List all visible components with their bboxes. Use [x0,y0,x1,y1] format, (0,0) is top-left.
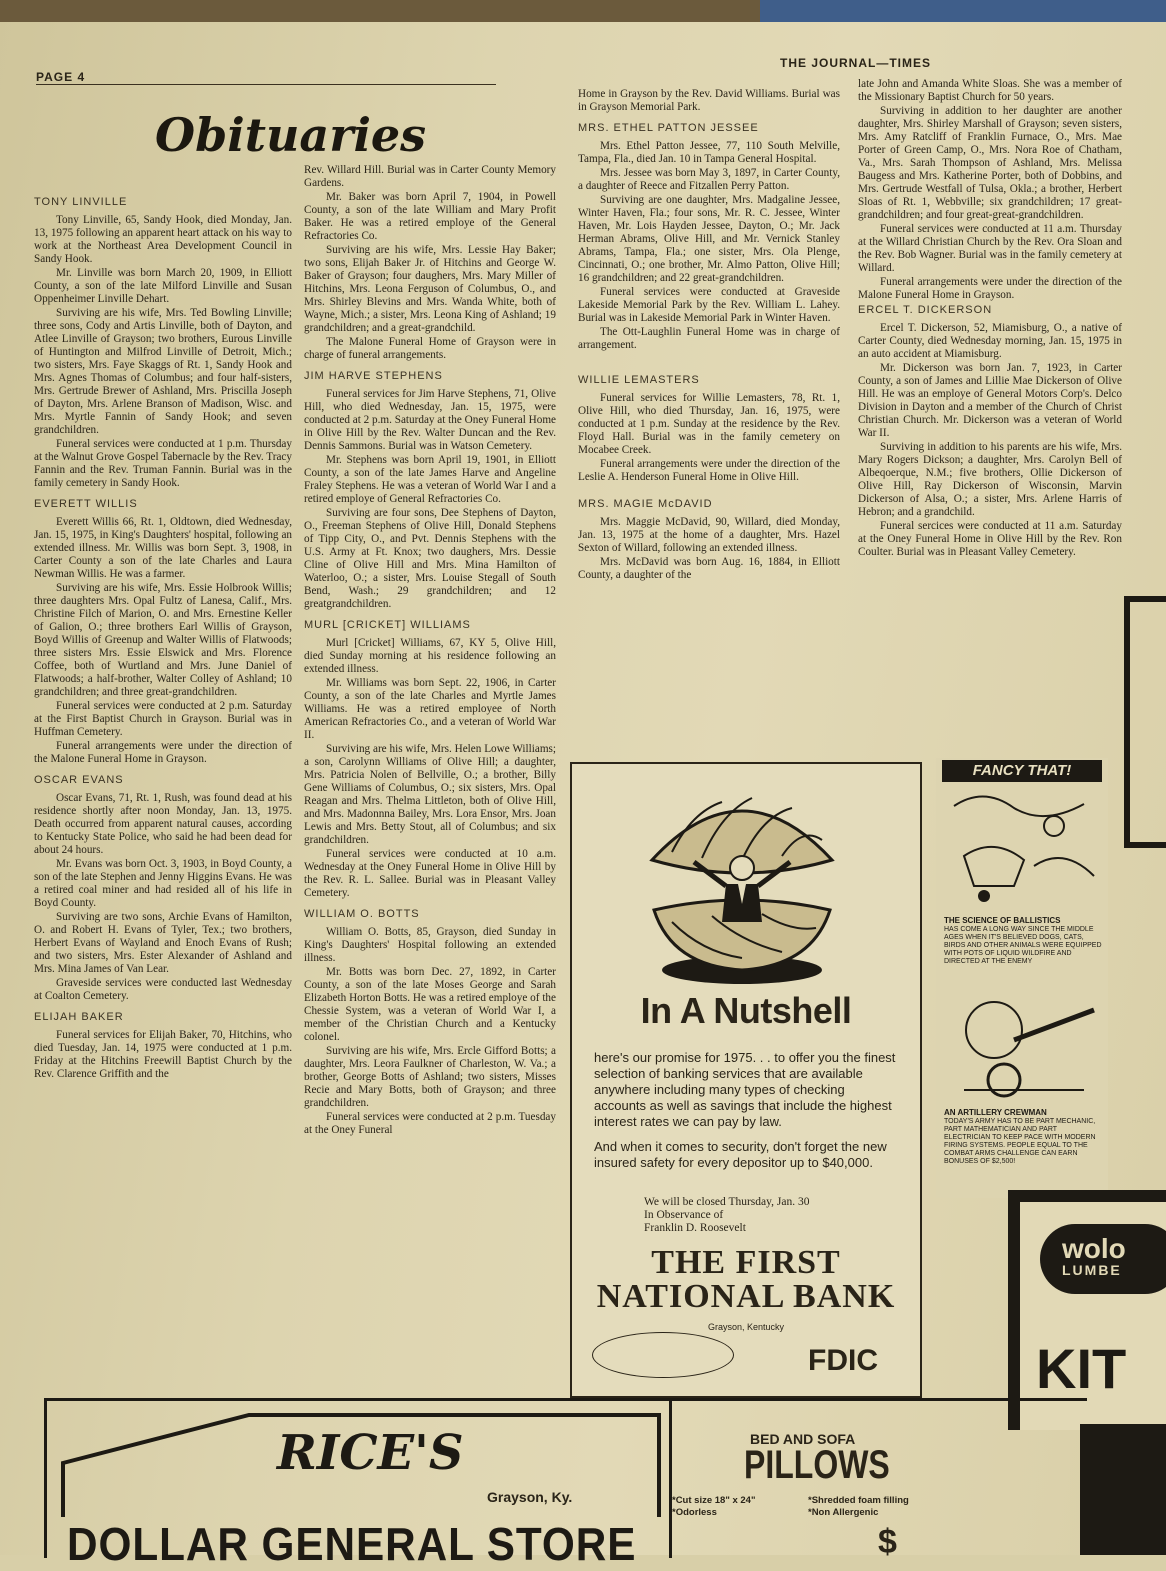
obituary-paragraph: late John and Amanda White Sloas. She was a member of the Missionary Baptist Church for 50 years. [858,78,1122,103]
obituary-paragraph: Surviving in addition to her daughter are another daughter, Mrs. Shirley Marshall of Grayson; seven sisters, Mrs. Amy Ratcliff of Franklin Furnace, O., Mrs. Mae Porter of Green Camp, O., Mrs. Nora Roe of Chatham, Va., Mrs. Sarah Thompson of Ashland, Mrs. Melissa Baugess and Mrs. Katherine Porter, both of Dobbins, and Mrs. Gertrude Westfall of Tulsa, Okla.; a brother, Herbert Sloas of Rt. 1, Webbville; six grandchildren; 17 great-grandchildren; and four great-great-grandchildren. [858,105,1122,221]
obituary-paragraph: Mr. Botts was born Dec. 27, 1892, in Carter County, a son of the late Moses George and Sarah Elizabeth Horton Botts. He was a retired employe of the Chessie System, was a veteran of World War I, a member of the Christian Church and a Kentucky colonel. [304,966,556,1043]
obituary-heading: ELIJAH BAKER [34,1011,124,1023]
comic-caption-heading: THE SCIENCE OF BALLISTICS [944,916,1061,925]
obituary-heading: TONY LINVILLE [34,196,128,208]
comic-caption-heading: AN ARTILLERY CREWMAN [944,1108,1047,1117]
obituary-paragraph: Funeral services for Willie Lemasters, 78, Rt. 1, Olive Hill, who died Thursday, Jan. 16, 1975, were conducted at 1 p.m. Sunday at the residence by the Rev. Floyd Hall. Burial was in the family cemetery on Mocabee Creek. [578,392,840,456]
ad-body-paragraph: here's our promise for 1975. . . to offer you the finest selection of banking services that are available anywhere including many types of checking accounts as well as savings that include the highest interest rates we can pay by law. [594,1050,896,1129]
obituary-heading: MURL [CRICKET] WILLIAMS [304,619,471,631]
obituary-paragraph: Surviving are two sons, Archie Evans of Hamilton, O. and Robert H. Evans of Tyler, Tex.; two brothers, Herbert Evans of Wayland and Enoch Evans of Rush; and two sisters, Mrs. Ester Alexander of Ashland and Mrs. Mina James of Van Lear. [34,911,292,975]
obituary-paragraph: Mr. Baker was born April 7, 1904, in Powell County, a son of the late William and Mary Profit Baker. He was a retired employe of the General Refractories Co. [304,191,556,242]
pillow-feature: *Non Allergenic [808,1507,879,1518]
newspaper-name: THE JOURNAL—TIMES [780,56,932,70]
obituary-paragraph: Mrs. Maggie McDavid, 90, Willard, died Monday, Jan. 13, 1975 at the home of a daughter, Mrs. Hazel Sexton of Willard, following an extended illness. [578,516,840,554]
obituary-heading: ERCEL T. DICKERSON [858,304,993,316]
obituary-paragraph: Funeral services for Jim Harve Stephens, 71, Olive Hill, who died Wednesday, Jan. 15, 1975, were conducted at 2 p.m. Saturday at the Oney Funeral Home in Olive Hill by the Rev. Walter Duncan and the Rev. Dennis Sammons. Burial was in Watson Cemetery. [304,388,556,452]
obituary-paragraph: Funeral services were conducted at 11 a.m. Thursday at the Willard Christian Church by the Rev. Ora Sloan and the Rev. Bob Wagner. Burial was in the family cemetery at Willard. [858,223,1122,274]
lumber-advertisement [1008,1190,1166,1430]
obituary-paragraph: Funeral services were conducted at 2 p.m. Saturday at the First Baptist Church in Grayson. Burial was in Huffman Cemetery. [34,700,292,738]
obituary-paragraph: Everett Willis 66, Rt. 1, Oldtown, died Wednesday, Jan. 15, 1975, in King's Daughters' hospital, following an extended illness. Mr. Willis was born Sept. 3, 1908, in Carter County a son of the late Charles and Laura Newman Willis. He was a farmer. [34,516,292,580]
obituary-paragraph: Mrs. McDavid was born Aug. 16, 1884, in Elliott County, a daughter of the [578,556,840,581]
pillows-headline: PILLOWS [744,1443,890,1487]
bank-location: Grayson, Kentucky [707,1322,785,1332]
obituary-paragraph: Mrs. Ethel Patton Jessee, 77, 110 South Melville, Tampa, Fla., died Jan. 10 in Tampa General Hospital. [578,140,840,165]
obituary-paragraph: Tony Linville, 65, Sandy Hook, died Monday, Jan. 13, 1975 following an apparent heart attack on his way to work at the Northeast Area Development Council in Sandy Hook. [34,214,292,265]
obituary-heading: EVERETT WILLIS [34,498,138,510]
closing-notice: We will be closed Thursday, Jan. 30 In Observance of Franklin D. Roosevelt [644,1196,810,1234]
obituary-paragraph: Funeral services for Elijah Baker, 70, Hitchins, who died Tuesday, Jan. 14, 1975 were conducted at 1 p.m. Friday at the Hitchins Freewill Baptist Church by the Rev. Clarence Griffith and the [34,1029,292,1080]
fancy-that-comic [936,758,1108,1198]
ad-headline: In A Nutshell [640,990,852,1031]
walnut-illustration-icon [632,782,852,992]
fdic-logo: FDIC [808,1344,878,1377]
obituary-paragraph: Mr. Evans was born Oct. 3, 1903, in Boyd County, a son of the late Stephen and Jenny Higgins Evans. He was a retired coal miner and had resided all of his life in Boyd County. [34,858,292,909]
comic-caption: TODAY'S ARMY HAS TO BE PART MECHANIC, PART MATHEMATICIAN AND PART ELECTRICIAN TO KEEP PACE WITH MODERN FIRING SYSTEMS. PEOPLE EQUAL TO THE COMBAT ARMS CHALLENGE CAN EARN BONUSES OF $2,500! [944,1118,1096,1165]
pillow-feature: *Odorless [672,1507,717,1518]
obituary-paragraph: Mr. Linville was born March 20, 1909, in Elliott County, a son of the late Milford Linville and Susan Oppenheimer Linville Dehart. [34,267,292,305]
pillow-price: $ [878,1523,897,1561]
ad-body [594,1050,898,1180]
pillows-subhead: BED AND SOFA [750,1431,856,1447]
obituary-paragraph: Funeral services were conducted at 2 p.m. Tuesday at the Oney Funeral [304,1111,556,1136]
obituary-paragraph: Funeral services were conducted at 1 p.m. Thursday at the Walnut Grove Gospel Tabernacle by the Rev. Tracy Fannin and the Rev. Truman Fannin. Burial was in the family cemetery in Sandy Hook. [34,438,292,489]
comic-caption: HAS COME A LONG WAY SINCE THE MIDDLE AGES WHEN IT'S BELIEVED DOGS, CATS, BIRDS AND OTHER ANIMALS WERE EQUIPPED WITH POTS OF LIQUID WILDFIRE AND DIRECTED AT THE ENEMY [944,926,1102,965]
federal-reserve-seal-icon [592,1332,734,1378]
pillow-feature: *Shredded foam filling [808,1495,909,1506]
obituary-paragraph: Funeral arrangements were under the direction of the Malone Funeral Home in Grayson. [34,740,292,765]
obituary-heading: WILLIE LEMASTERS [578,374,700,386]
obituary-paragraph: The Malone Funeral Home of Grayson were in charge of funeral arrangements. [304,336,556,361]
page-number: PAGE 4 [36,70,86,84]
obituary-paragraph: Surviving are his wife, Mrs. Helen Lowe Williams; a son, Carolynn Williams of Olive Hill; a daughter, Mrs. Patricia Nolen of Bellville, O.; a brother, Billy Gene Williams of Columbus, O.; six sisters, Mrs. Opal Reagan and Mrs. Thelma Littleton, both of Olive Hill, and Mrs. Madonnna Bailey, Mrs. Lora Ensor, Mrs. Joan Lewis and Mrs. Betty Stout, all of Columbus; and six grandchildren. [304,743,556,846]
obituary-paragraph: Oscar Evans, 71, Rt. 1, Rush, was found dead at his residence shortly after noon Monday, Jan. 13, 1975. Death occurred from apparent natural causes, according to Kentucky State Police, who said he had been dead for about 24 hours. [34,792,292,856]
obituary-heading: JIM HARVE STEPHENS [304,370,443,382]
obituary-heading: OSCAR EVANS [34,774,124,786]
comic-panel-animals-icon [944,786,1102,906]
obituary-paragraph: Surviving are his wife, Mrs. Lessie Hay Baker; two sons, Elijah Baker Jr. of Hitchins and George W. Baker of Grayson; four daughers, Mrs. Mary Miller of Hitchins, Mrs. Leona Ferguson of Columbus, O., and Mrs. Shirley Blevins and Mrs. Wanda White, both of Wayne, Mich.; a sister, Mrs. Leona King of Ashland; 19 grandchildren; and a great-grandchild. [304,244,556,334]
obituary-paragraph: Murl [Cricket] Williams, 67, KY 5, Olive Hill, died Sunday morning at his residence following an extended illness. [304,637,556,675]
column-3 [578,88,840,583]
ad-body-paragraph: And when it comes to security, don't forget the new insured safety for every depositor up to $40,000. [594,1139,887,1170]
bank-name: THE FIRST NATIONAL BANK [596,1244,896,1315]
obituary-paragraph: Mr. Dickerson was born Jan. 7, 1923, in Carter County, a son of James and Lillie Mae Dickerson of Olive Hill. He was an employe of General Motors Corp's. Delco Division in Dayton and a member of the Church of Christ Christian Church. Mr. Dickerson was a veteran of World War II. [858,362,1122,439]
column-2 [304,164,556,1138]
obituary-heading: WILLIAM O. BOTTS [304,908,420,920]
bank-advertisement [570,762,922,1398]
comic-title: FANCY THAT! [942,760,1102,782]
obituary-paragraph: Surviving in addition to his parents are his wife, Mrs. Mary Rogers Dickson; a daughter, Mrs. Carolyn Bell of Albeqoerque, N.M.; five brothers, Ollie Dickerson of Olive Hill, Ray Dickerson of Wisconsin, Marvin Dickerson of Alsa, O.; a sister, Mrs. Arlene Harris of Hebron; and a grandchild. [858,441,1122,518]
obituary-paragraph: Surviving are his wife, Mrs. Essie Holbrook Willis; three daughters Mrs. Opal Fultz of Lanesa, Calif., Mrs. Christine Filch of Marion, O. and Mrs. Ernestine Keller of Galion, O.; three brothers Earl Willis of Grayson, Boyd Willis of Greenup and Walter Willis of Flatwoods; three sisters Mrs. Essie Elswick and Mrs. Florence Coffee, both of Wurtland and Mrs. June Daniel of Flatwoods; a half-brother, Walter Colley of Ashland; 10 grandchildren; and three great-grandchildren. [34,582,292,698]
comic-panel-artillery-icon [944,980,1102,1100]
obituary-paragraph: Mrs. Jessee was born May 3, 1897, in Carter County, a daughter of Reece and Fitzallen Perry Patton. [578,167,840,192]
obituary-heading: MRS. ETHEL PATTON JESSEE [578,122,759,134]
obituary-paragraph: Mr. Stephens was born April 19, 1901, in Elliott County, a son of the late James Harve and Angeline Fraley Stephens. He was a veteran of World War I and a retired employe of General Refractories Co. [304,454,556,505]
obituary-paragraph: Mr. Williams was born Sept. 22, 1906, in Carter County, a son of the late Charles and Myrtle James Williams. He was a retired employee of North American Refractories Co., and a veteran of World War II. [304,677,556,741]
obituary-paragraph: Surviving are four sons, Dee Stephens of Dayton, O., Freeman Stephens of Olive Hill, Donald Stephens of Tipp City, O., and Pvt. Dennis Stephens with the U.S. Army at Ft. Knox; two daughers, Mrs. Dessie Cline of Olive Hill and Mrs. Mina Hamilton of Waterloo, O.; a sister, Mrs. Louise Stegall of South Bend, Wash.; 29 grandchildren; and 12 greatgrandchildren. [304,507,556,610]
obituary-paragraph: Ercel T. Dickerson, 52, Miamisburg, O., a native of Carter County, died Wednesday morning, Jan. 15, 1975 in an auto accident at Miamisburg. [858,322,1122,360]
obituary-paragraph: Rev. Willard Hill. Burial was in Carter County Memory Gardens. [304,164,556,189]
obituary-paragraph: Funeral arrangements were under the direction of the Malone Funeral Home in Grayson. [858,276,1122,301]
lumber-logo: wolo LUMBE [1040,1224,1166,1294]
section-title: Obituaries [155,108,427,162]
obituary-paragraph: Surviving are his wife, Mrs. Ercle Gifford Botts; a daughter, Mrs. Leora Faulkner of Charleston, W. Va.; a brother, George Botts of Ashland; two sisters, Misses Recie and Mary Botts, both of Grayson; and three grandchildren. [304,1045,556,1109]
store-location: Grayson, Ky. [487,1489,573,1505]
store-banner: DOLLAR GENERAL STORE [67,1518,637,1570]
obituary-paragraph: William O. Botts, 85, Grayson, died Sunday in King's Daughters' Hospital following an extended illness. [304,926,556,964]
obituary-heading: MRS. MAGIE McDAVID [578,498,713,510]
obituary-paragraph: Surviving are his wife, Mrs. Ted Bowling Linville; three sons, Cody and Artis Linville, both of Dayton, and Atlee Linville of Grayson; two brothers, Eurous Linville of Huntington and Milfrod Linville of Detroit, Mich.; two sisters, Mrs. Faye Skaggs of Rt. 1, Sandy Hook and Mrs. Agnes Thomas of Columbus; and four half-sisters, Mrs. Gertrude Brewer of Ashland, Mrs. Priscilla Joseph of Dayton, Mrs. Arlene Branson of Madison, Wisc. and Mrs. Myrtle Fannin of Sandy Hook; and seven grandchildren. [34,307,292,436]
store-advertisement [44,1398,1087,1570]
header-rule [36,84,496,85]
top-edge-band [0,0,1166,22]
column-4 [858,78,1122,560]
adjacent-ad-block [1080,1424,1166,1555]
store-name: RICE'S [277,1425,464,1481]
obituary-paragraph: Surviving are one daughter, Mrs. Madgaline Jessee, Winter Haven, Fla.; four sons, Mr. R. C. Jessee, Winter Haven, Mr. Lois Hayden Jessee, Dayton, O.; Mr. Jack Herman Abrams, Olive Hill, and Mr. Vernick Stanley Abrams, Tampa, Fla.; one sister, Mrs. Ola Plenge, Cincinnati, O.; one brother, Mr. Almo Patton, Olive Hill; 16 grandchildren; and 22 great-grandchildren. [578,194,840,284]
obituary-paragraph: Funeral services were conducted at 10 a.m. Wednesday at the Oney Funeral Home in Olive Hill by the Rev. R. L. Sallee. Burial was in Pleasant Valley Cemetery. [304,848,556,899]
obituary-paragraph: Home in Grayson by the Rev. David Williams. Burial was in Grayson Memorial Park. [578,88,840,113]
obituary-paragraph: Funeral arrangements were under the direction of the Leslie A. Henderson Funeral Home in Olive Hill. [578,458,840,483]
obituary-paragraph: Funeral services were conducted at Graveside Lakeside Memorial Park by the Rev. William L. Lahey. Burial was in Lakeside Memorial Park in Winter Haven. [578,286,840,324]
lumber-kit-text: KIT [1036,1337,1127,1400]
pillows-promo [669,1401,1062,1561]
adjacent-ad-border [1124,596,1166,848]
obituary-paragraph: The Ott-Laughlin Funeral Home was in charge of arrangement. [578,326,840,351]
obituary-paragraph: Graveside services were conducted last Wednesday at Coalton Cemetery. [34,977,292,1002]
obituary-paragraph: Funeral sercices were conducted at 11 a.m. Saturday at the Oney Funeral Home in Olive Hill by the Rev. Ron Coulter. Burial was in Pleasant Valley Cemetery. [858,520,1122,558]
column-1 [34,188,292,1082]
pillow-feature: *Cut size 18" x 24" [672,1495,756,1506]
